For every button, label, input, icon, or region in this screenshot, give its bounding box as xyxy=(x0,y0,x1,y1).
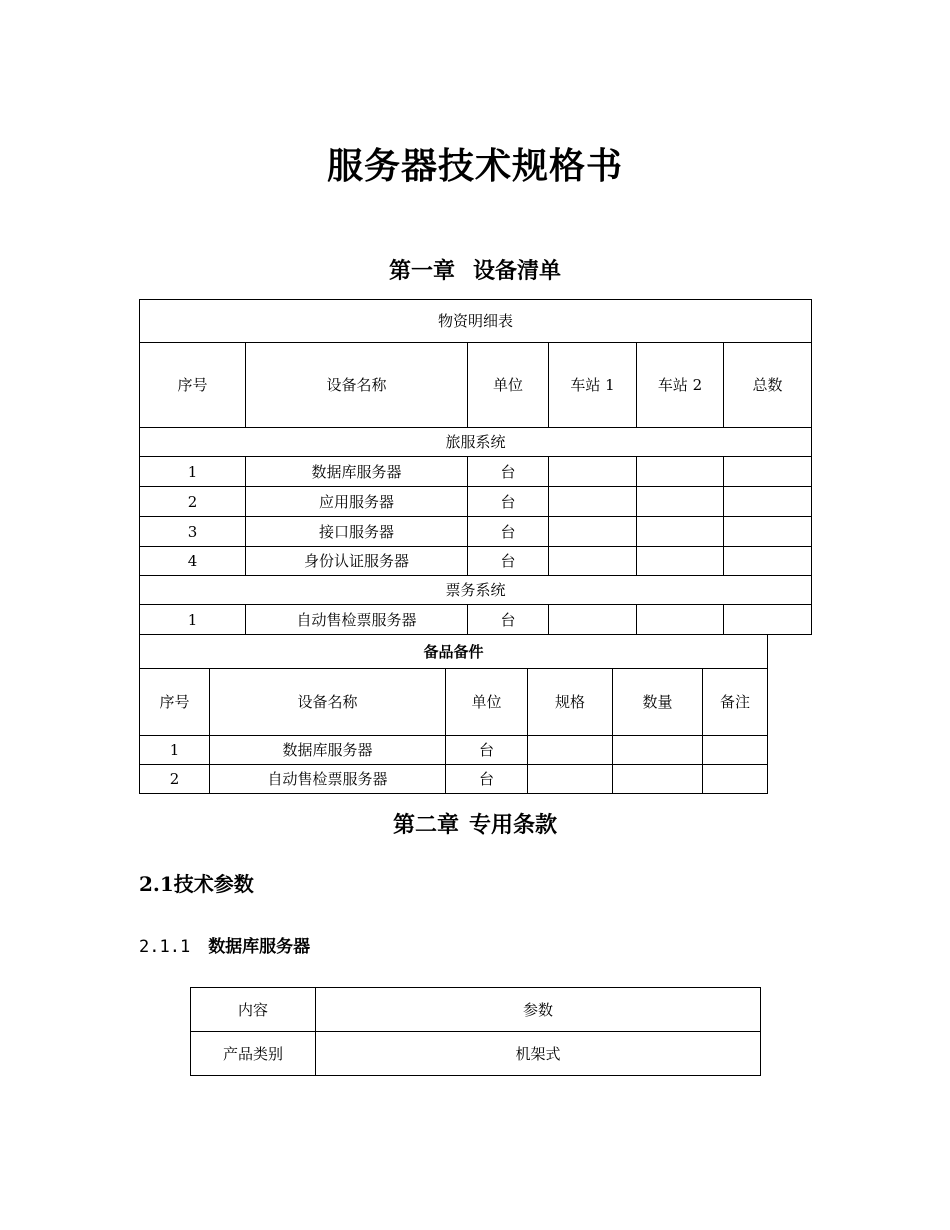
station-1-qty xyxy=(549,547,637,576)
column-header: 车站 1 xyxy=(549,343,637,428)
total-qty xyxy=(724,517,812,547)
station-1-qty xyxy=(549,487,637,517)
param-value: 机架式 xyxy=(316,1032,761,1076)
station-1-qty xyxy=(549,517,637,547)
total-qty xyxy=(724,605,812,635)
table-row xyxy=(140,765,768,794)
device-name: 接口服务器 xyxy=(246,517,468,547)
station-2-qty xyxy=(637,517,724,547)
column-header: 规格 xyxy=(528,669,613,736)
table-row xyxy=(140,457,812,487)
total-qty xyxy=(724,547,812,576)
device-name: 自动售检票服务器 xyxy=(246,605,468,635)
column-header: 总数 xyxy=(724,343,812,428)
remark xyxy=(703,765,768,794)
table-row xyxy=(191,1032,761,1076)
remark xyxy=(703,736,768,765)
materials-table xyxy=(139,299,812,635)
unit: 台 xyxy=(468,547,549,576)
column-header: 设备名称 xyxy=(210,669,446,736)
column-header: 内容 xyxy=(191,988,316,1032)
section-title: 技术参数 xyxy=(173,872,254,896)
column-header: 单位 xyxy=(446,669,528,736)
device-name: 身份认证服务器 xyxy=(246,547,468,576)
chapter-1-heading xyxy=(0,254,950,285)
row-number: 1 xyxy=(140,457,246,487)
quantity xyxy=(613,736,703,765)
column-header: 备注 xyxy=(703,669,768,736)
total-qty xyxy=(724,487,812,517)
table-row xyxy=(140,547,812,576)
column-header: 序号 xyxy=(140,669,210,736)
column-header: 数量 xyxy=(613,669,703,736)
chapter-2-heading xyxy=(0,808,950,839)
station-2-qty xyxy=(637,487,724,517)
station-2-qty xyxy=(637,547,724,576)
spares-table-caption: 备品备件 xyxy=(140,635,768,669)
section-number: 2.1 xyxy=(139,872,174,896)
quantity xyxy=(613,765,703,794)
chapter-1-number: 第一章 xyxy=(388,258,455,284)
column-header: 设备名称 xyxy=(246,343,468,428)
station-1-qty xyxy=(549,457,637,487)
column-header: 序号 xyxy=(140,343,246,428)
chapter-1-title: 设备清单 xyxy=(473,258,562,284)
row-number: 1 xyxy=(140,736,210,765)
chapter-2-number: 第二章 xyxy=(392,812,459,838)
row-number: 4 xyxy=(140,547,246,576)
unit: 台 xyxy=(468,517,549,547)
device-name: 自动售检票服务器 xyxy=(210,765,446,794)
section-2-1-heading xyxy=(139,868,254,897)
document-title: 服务器技术规格书 xyxy=(326,145,623,187)
station-2-qty xyxy=(637,605,724,635)
spec xyxy=(528,736,613,765)
section-2-1-1-heading xyxy=(139,932,310,957)
params-table xyxy=(190,987,761,1076)
row-number: 2 xyxy=(140,487,246,517)
subsection-number: 2.1.1 xyxy=(139,937,191,957)
column-header: 单位 xyxy=(468,343,549,428)
table-row xyxy=(140,605,812,635)
table-row xyxy=(140,517,812,547)
table-row xyxy=(140,487,812,517)
param-label: 产品类别 xyxy=(191,1032,316,1076)
chapter-2-title: 专用条款 xyxy=(469,812,558,838)
materials-table-caption: 物资明细表 xyxy=(140,300,812,343)
group-row-travel-service: 旅服系统 xyxy=(140,428,812,457)
params-table-header-row xyxy=(191,988,761,1032)
device-name: 数据库服务器 xyxy=(246,457,468,487)
unit: 台 xyxy=(446,765,528,794)
group-row-ticketing: 票务系统 xyxy=(140,576,812,605)
unit: 台 xyxy=(468,457,549,487)
total-qty xyxy=(724,457,812,487)
row-number: 3 xyxy=(140,517,246,547)
device-name: 数据库服务器 xyxy=(210,736,446,765)
unit: 台 xyxy=(446,736,528,765)
column-header: 车站 2 xyxy=(637,343,724,428)
subsection-title: 数据库服务器 xyxy=(208,937,311,957)
station-1-qty xyxy=(549,605,637,635)
column-header: 参数 xyxy=(316,988,761,1032)
spares-table xyxy=(139,634,768,794)
materials-table-header-row xyxy=(140,343,812,428)
station-2-qty xyxy=(637,457,724,487)
unit: 台 xyxy=(468,605,549,635)
row-number: 2 xyxy=(140,765,210,794)
spec xyxy=(528,765,613,794)
spares-table-header-row xyxy=(140,669,768,736)
unit: 台 xyxy=(468,487,549,517)
device-name: 应用服务器 xyxy=(246,487,468,517)
table-row xyxy=(140,736,768,765)
row-number: 1 xyxy=(140,605,246,635)
